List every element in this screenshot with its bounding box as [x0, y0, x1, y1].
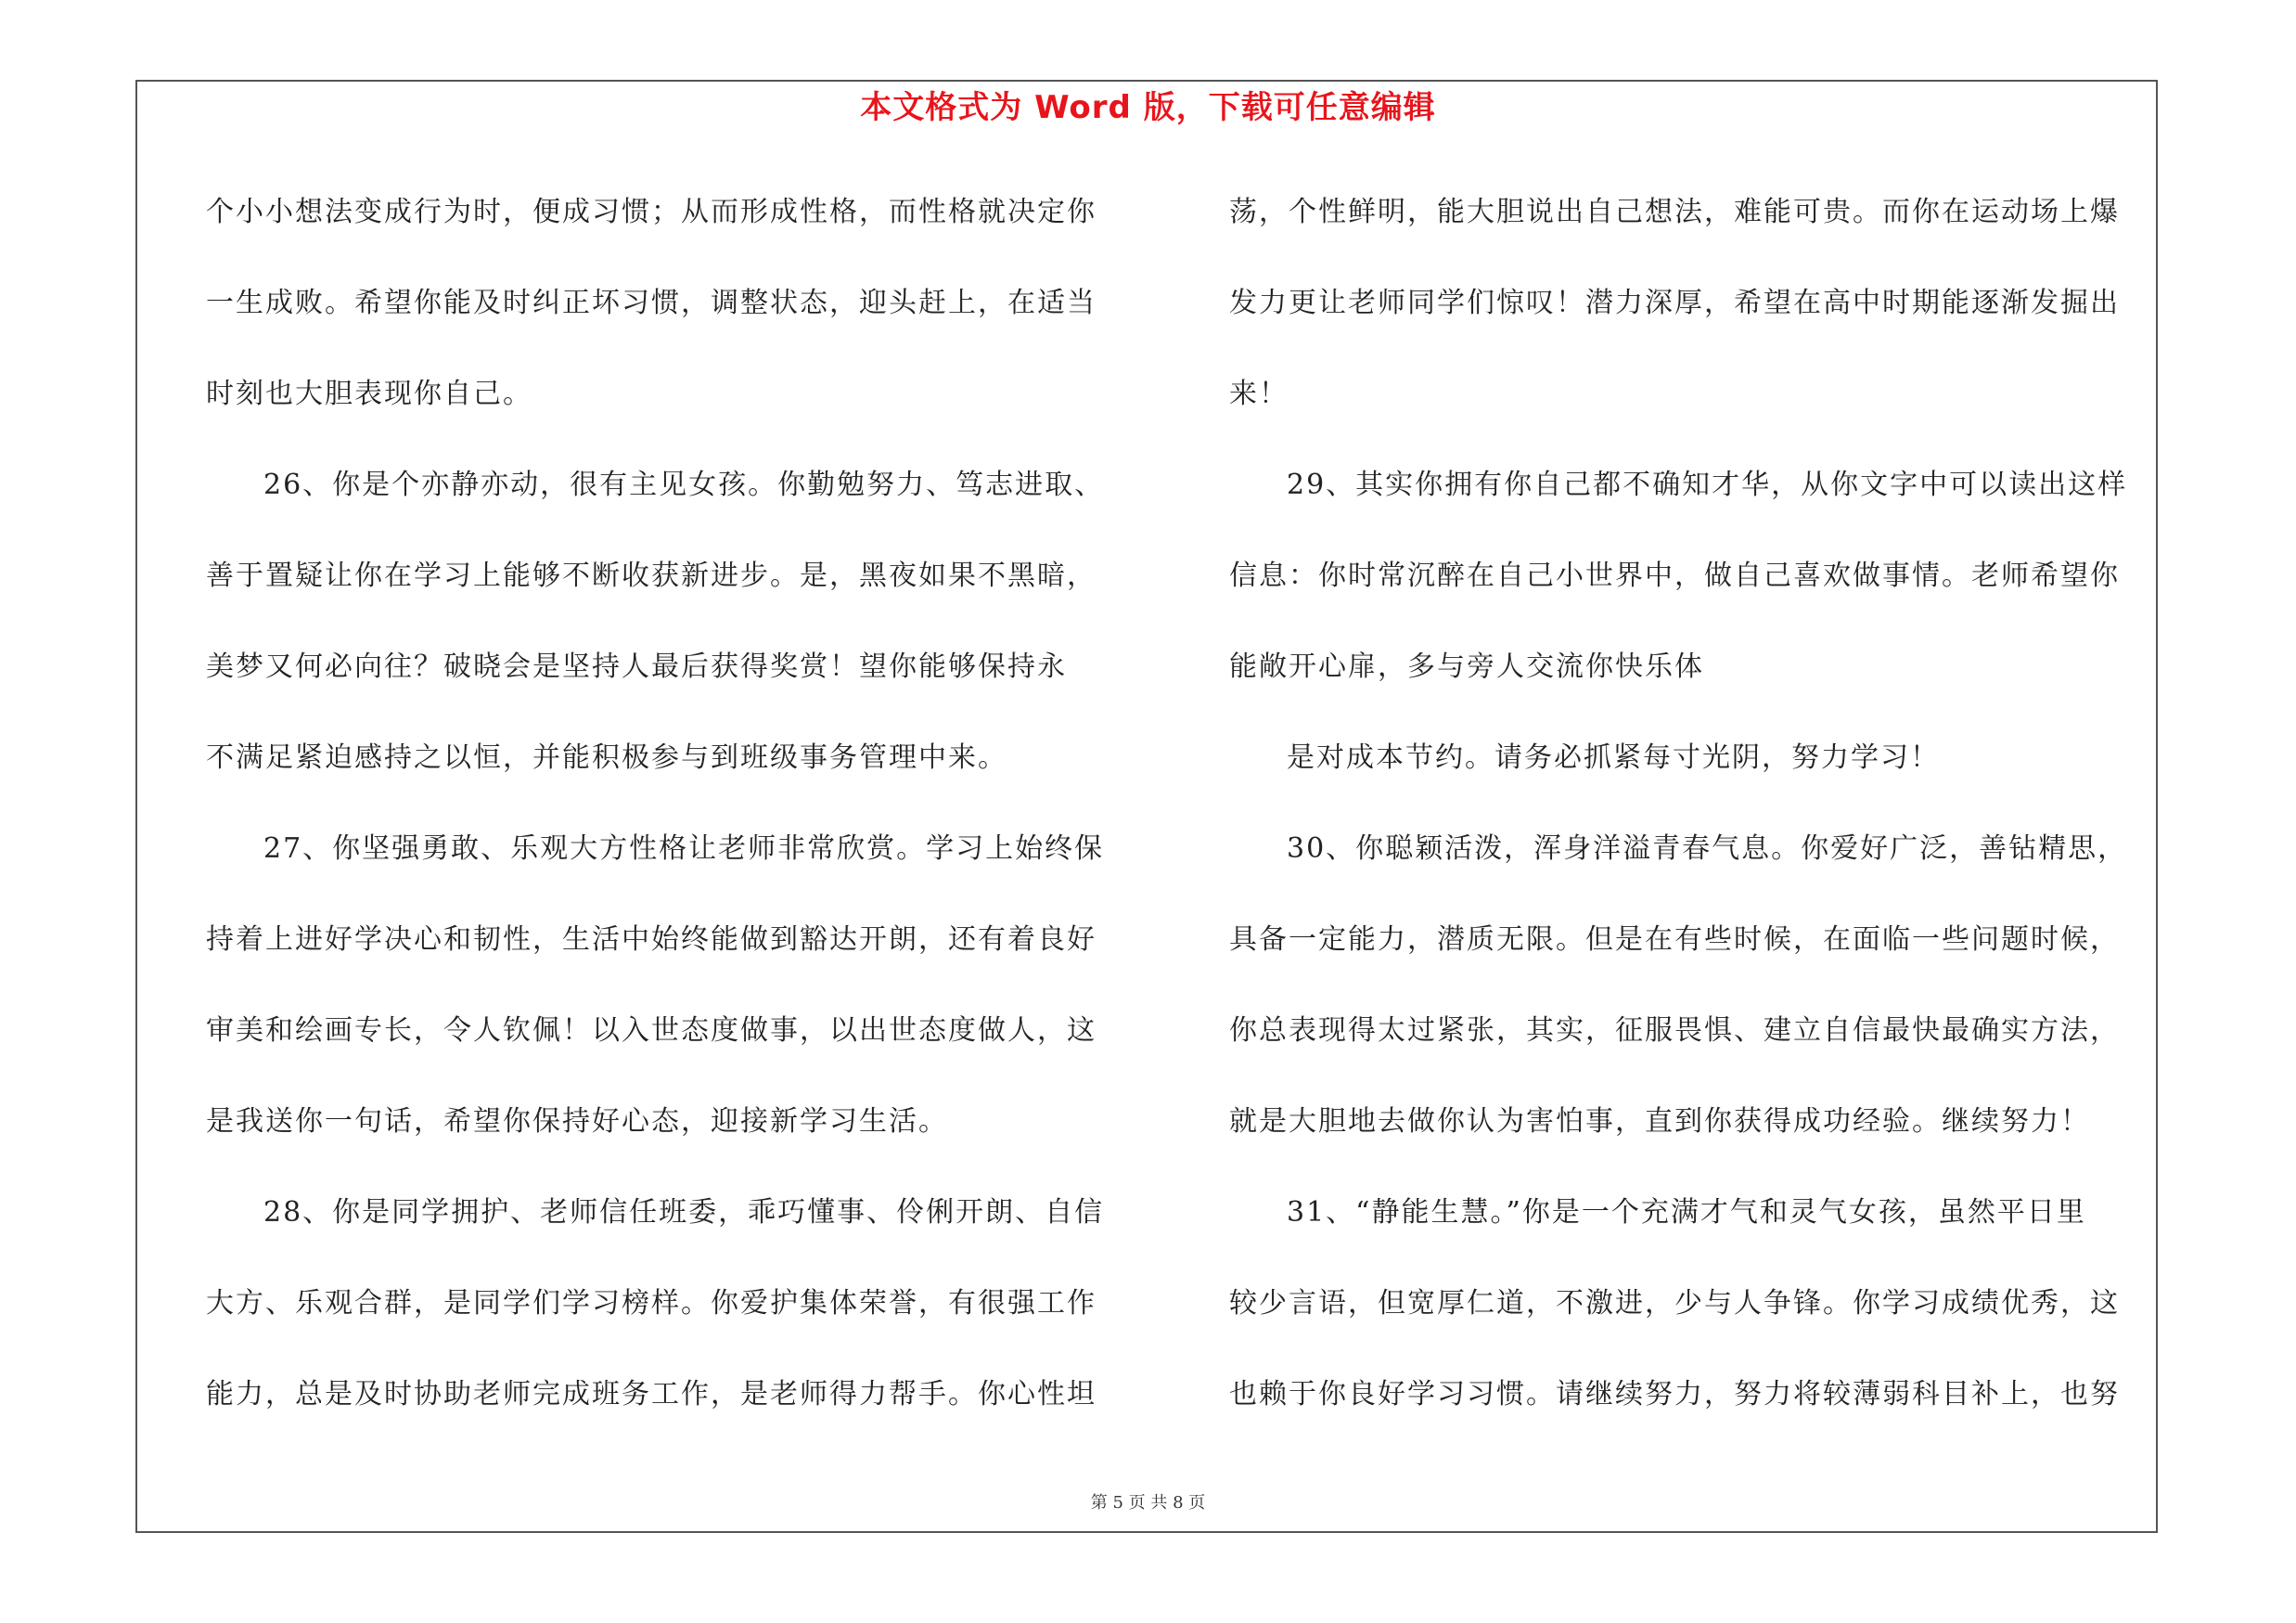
text-line: 能敞开心扉，多与旁人交流你快乐体 [1229, 650, 1704, 683]
page-number-footer: 第 5 页 共 8 页 [1090, 1493, 1206, 1513]
text-line: 善于置疑让你在学习上能够不断收获新进步。是，黑夜如果不黑暗， [206, 560, 1097, 592]
text-line: 个小小想法变成行为时，便成习惯；从而形成性格，而性格就决定你 [206, 196, 1097, 228]
paragraph-start-line: 31、“静能生慧。”你是一个充满才气和灵气女孩，虽然平日里 [1287, 1196, 2086, 1229]
right-text-column [1229, 167, 2166, 1440]
text-line: 发力更让老师同学们惊叹！潜力深厚，希望在高中时期能逐渐发掘出 [1229, 287, 2120, 319]
text-line: 就是大胆地去做你认为害怕事，直到你获得成功经验。继续努力！ [1229, 1105, 2090, 1138]
text-line: 也赖于你良好学习习惯。请继续努力，努力将较薄弱科目补上，也努 [1229, 1378, 2120, 1410]
text-line: 荡，个性鲜明，能大胆说出自己想法，难能可贵。而你在运动场上爆 [1229, 196, 2120, 228]
text-line: 一生成败。希望你能及时纠正坏习惯，调整状态，迎头赶上，在适当 [206, 287, 1097, 319]
text-line: 不满足紧迫感持之以恒，并能积极参与到班级事务管理中来。 [206, 741, 1007, 774]
paragraph-start-line: 是对成本节约。请务必抓紧每寸光阴，努力学习！ [1287, 741, 1940, 774]
text-line: 大方、乐观合群，是同学们学习榜样。你爱护集体荣誉，有很强工作 [206, 1287, 1097, 1320]
text-line: 时刻也大胆表现你自己。 [206, 378, 532, 410]
left-text-column [206, 167, 1139, 1440]
text-line: 美梦又何必向往？破晓会是坚持人最后获得奖赏！望你能够保持永 [206, 650, 1067, 683]
text-line: 能力，总是及时协助老师完成班务工作，是老师得力帮手。你心性坦 [206, 1378, 1097, 1410]
paragraph-start-line: 28、你是同学拥护、老师信任班委，乖巧懂事、伶俐开朗、自信 [263, 1196, 1105, 1229]
document-header: 本文格式为 Word 版，下载可任意编辑 [860, 89, 1436, 126]
paragraph-start-line: 30、你聪颖活泼，浑身洋溢青春气息。你爱好广泛，善钻精思， [1287, 832, 2128, 865]
text-line: 持着上进好学决心和韧性，生活中始终能做到豁达开朗，还有着良好 [206, 923, 1097, 956]
paragraph-start-line: 29、其实你拥有你自己都不确知才华，从你文字中可以读出这样 [1287, 469, 2128, 501]
paragraph-start-line: 27、你坚强勇敢、乐观大方性格让老师非常欣赏。学习上始终保 [263, 832, 1105, 865]
text-line: 来！ [1229, 378, 1289, 410]
text-line: 是我送你一句话，希望你保持好心态，迎接新学习生活。 [206, 1105, 948, 1138]
text-line: 审美和绘画专长，令人钦佩！以入世态度做事，以出世态度做人，这 [206, 1014, 1097, 1047]
paragraph-start-line: 26、你是个亦静亦动，很有主见女孩。你勤勉努力、笃志进取、 [263, 469, 1105, 501]
text-line: 较少言语，但宽厚仁道，不激进，少与人争锋。你学习成绩优秀，这 [1229, 1287, 2120, 1320]
text-line: 具备一定能力，潜质无限。但是在有些时候，在面临一些问题时候， [1229, 923, 2120, 956]
text-line: 你总表现得太过紧张，其实，征服畏惧、建立自信最快最确实方法， [1229, 1014, 2120, 1047]
text-line: 信息：你时常沉醉在自己小世界中，做自己喜欢做事情。老师希望你 [1229, 560, 2120, 592]
